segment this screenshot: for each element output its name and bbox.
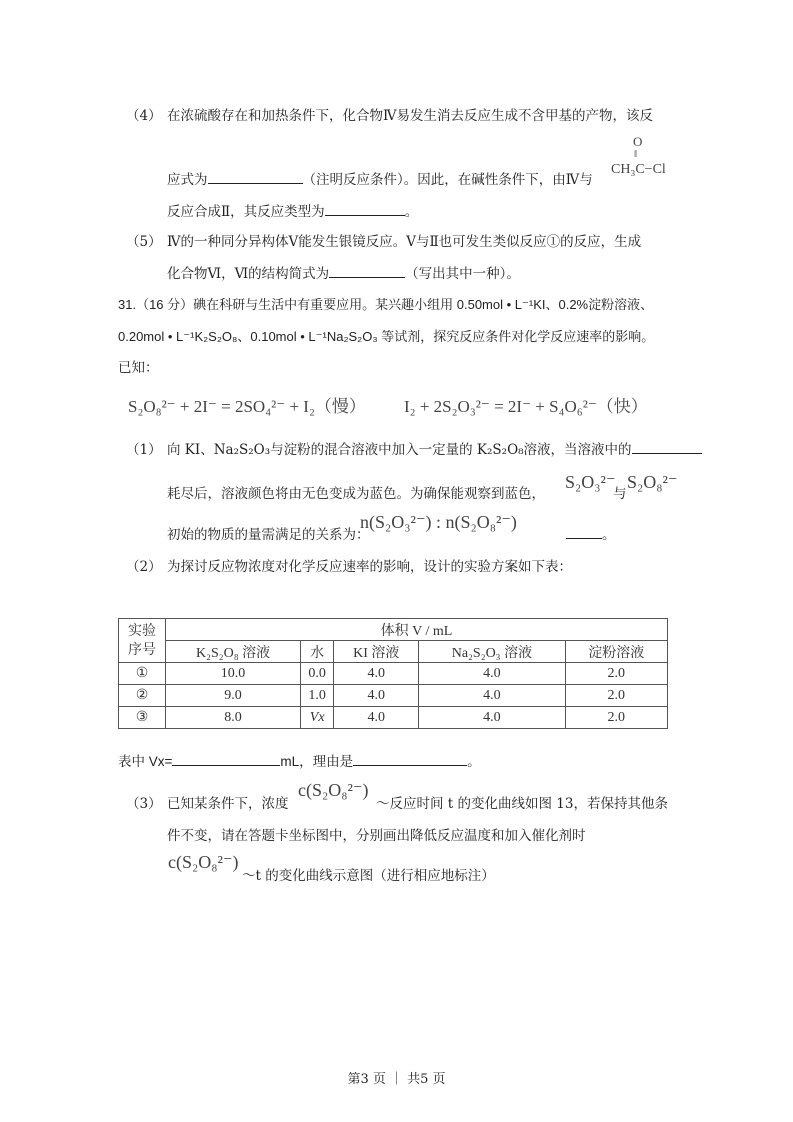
col-header: K₂S₂O₈ 溶液 (166, 641, 301, 663)
q4-line3-start: 反应合成Ⅱ，其反应类型为 (167, 204, 325, 220)
table-cell: 4.0 (334, 663, 419, 685)
q4-line1: 在浓硫酸存在和加热条件下，化合物Ⅳ易发生消去反应生成不含甲基的产物，该反 (167, 108, 653, 124)
col-header: Na₂S₂O₃ 溶液 (419, 641, 565, 663)
p3-line3: ～t 的变化曲线示意图（进行相应地标注） (242, 868, 495, 884)
row-id: ② (119, 685, 166, 707)
reagent-acetyl-chloride: CH₃C−Cl (611, 162, 666, 177)
q5-line2 (167, 262, 520, 282)
q4-line3 (167, 200, 418, 220)
q5-number: （5） (126, 234, 162, 250)
reason-answer-blank[interactable] (353, 751, 467, 766)
col-header: 淀粉溶液 (565, 641, 667, 663)
vx-line (118, 750, 481, 770)
p1-number: （1） (126, 442, 162, 458)
table-cell: 4.0 (334, 685, 419, 707)
mole-ratio: n(S₂O₃²⁻) : n(S₂O₈²⁻) (360, 512, 517, 532)
header-experiment-no (119, 619, 166, 663)
q31-header: 31.（16 分）碘在科研与生活中有重要应用。某兴趣小组用 0.50mol • L⁻¹KI、0.2%淀粉溶液、 (118, 297, 654, 312)
table-cell: 4.0 (419, 685, 565, 707)
table-cell: 9.0 (166, 685, 301, 707)
p3-line2: 件不变，请在答题卡坐标图中，分别画出降低反应温度和加入催化剂时 (167, 828, 586, 844)
p3-number: （3） (126, 796, 162, 812)
table-cell: 1.0 (301, 685, 334, 707)
q5-line2-start: 化合物Ⅵ，Ⅵ的结构简式为 (167, 266, 330, 282)
col-header: 水 (301, 641, 334, 663)
conc-persulfate: c(S₂O₈²⁻) (298, 780, 369, 800)
reagent-double-bond: ‖ (634, 148, 638, 160)
q5-answer-blank[interactable] (329, 263, 405, 278)
p1-answer-blank-2[interactable] (566, 524, 602, 539)
vx-label: 表中 Vx= (118, 754, 173, 769)
p3-line1-start: 已知某条件下，浓度 (167, 796, 289, 812)
table-cell: Vx (301, 707, 334, 729)
q31-line2: 0.20mol • L⁻¹K₂S₂O₈、0.10mol • L⁻¹Na₂S₂O₃ 等试剂，探究反应条件对化学反应速率的影响。 (118, 329, 655, 344)
p2-line1: 为探讨反应物浓度对化学反应速率的影响，设计的实验方案如下表： (167, 559, 572, 575)
col-header: KI 溶液 (334, 641, 419, 663)
table-cell: 4.0 (334, 707, 419, 729)
p1-line2 (167, 482, 545, 502)
p1-line3: 初始的物质的量需满足的关系为： (167, 527, 370, 543)
table-cell: 2.0 (565, 707, 667, 729)
q4-answer-blank-1[interactable] (208, 169, 303, 184)
table-cell: 8.0 (166, 707, 301, 729)
row-id: ③ (119, 707, 166, 729)
reagent-oxygen: O (633, 134, 643, 149)
page-footer: 第3 页 ｜ 共5 页 (347, 1072, 446, 1087)
vx-period: 。 (467, 754, 481, 770)
equation-fast: I₂ + 2S₂O₃²⁻ = 2I⁻ + S₄O₆²⁻（快） (404, 397, 648, 416)
q4-line3-end: 。 (404, 204, 419, 220)
p1-line1 (167, 438, 702, 458)
vx-answer-blank[interactable] (172, 751, 280, 766)
row-id: ① (119, 663, 166, 685)
table-row (119, 707, 668, 729)
q4-line2-end: （注明反应条件）。因此，在碱性条件下，由Ⅳ与 (302, 172, 593, 188)
p1-answer-blank-1[interactable] (632, 439, 702, 454)
table-cell: 10.0 (166, 663, 301, 685)
vx-reason-label: mL，理由是 (280, 754, 354, 769)
table-cell: 4.0 (419, 707, 565, 729)
table-cell: 2.0 (565, 663, 667, 685)
q5-line2-end: （写出其中一种）。 (405, 266, 520, 282)
header-exp-line1: 实验 (128, 623, 156, 639)
table-row (119, 685, 668, 707)
p3-line1-end: ～反应时间 t 的变化曲线如图 13，若保持其他条 (376, 796, 668, 812)
q4-line2 (167, 168, 593, 188)
ion-persulfate: S₂O₈²⁻ (627, 472, 678, 492)
table-cell: 0.0 (301, 663, 334, 685)
q31-known: 已知： (118, 360, 159, 376)
p1-line3-end (566, 523, 616, 543)
experiment-table (118, 618, 668, 729)
table-cell: 2.0 (565, 685, 667, 707)
p1-line1-text: 向 KI、Na₂S₂O₃与淀粉的混合溶液中加入一定量的 K₂S₂O₈溶液，当溶液中的 (167, 442, 632, 458)
p1-with: 与 (613, 486, 627, 502)
ion-thiosulfate: S₂O₃²⁻ (565, 472, 616, 492)
conc-persulfate-2: c(S₂O₈²⁻) (168, 852, 239, 872)
header-exp-line2: 序号 (128, 642, 156, 658)
q5-line1: Ⅳ的一种同分异构体Ⅴ能发生银镜反应。Ⅴ与Ⅱ也可发生类似反应①的反应，生成 (167, 234, 642, 250)
table-row (119, 663, 668, 685)
p1-period: 。 (602, 527, 616, 543)
equation-slow: S₂O₈²⁻ + 2I⁻ = 2SO₄²⁻ + I₂（慢） (128, 397, 366, 416)
table-cell: 4.0 (419, 663, 565, 685)
q4-line2-start: 应式为 (167, 172, 208, 188)
q4-number: （4） (126, 108, 162, 124)
p1-line2-text: 耗尽后，溶液颜色将由无色变成为蓝色。为确保能观察到蓝色， (167, 486, 545, 502)
header-volume: 体积 V / mL (166, 619, 668, 641)
p2-number: （2） (126, 559, 162, 575)
q4-answer-blank-2[interactable] (325, 201, 405, 216)
